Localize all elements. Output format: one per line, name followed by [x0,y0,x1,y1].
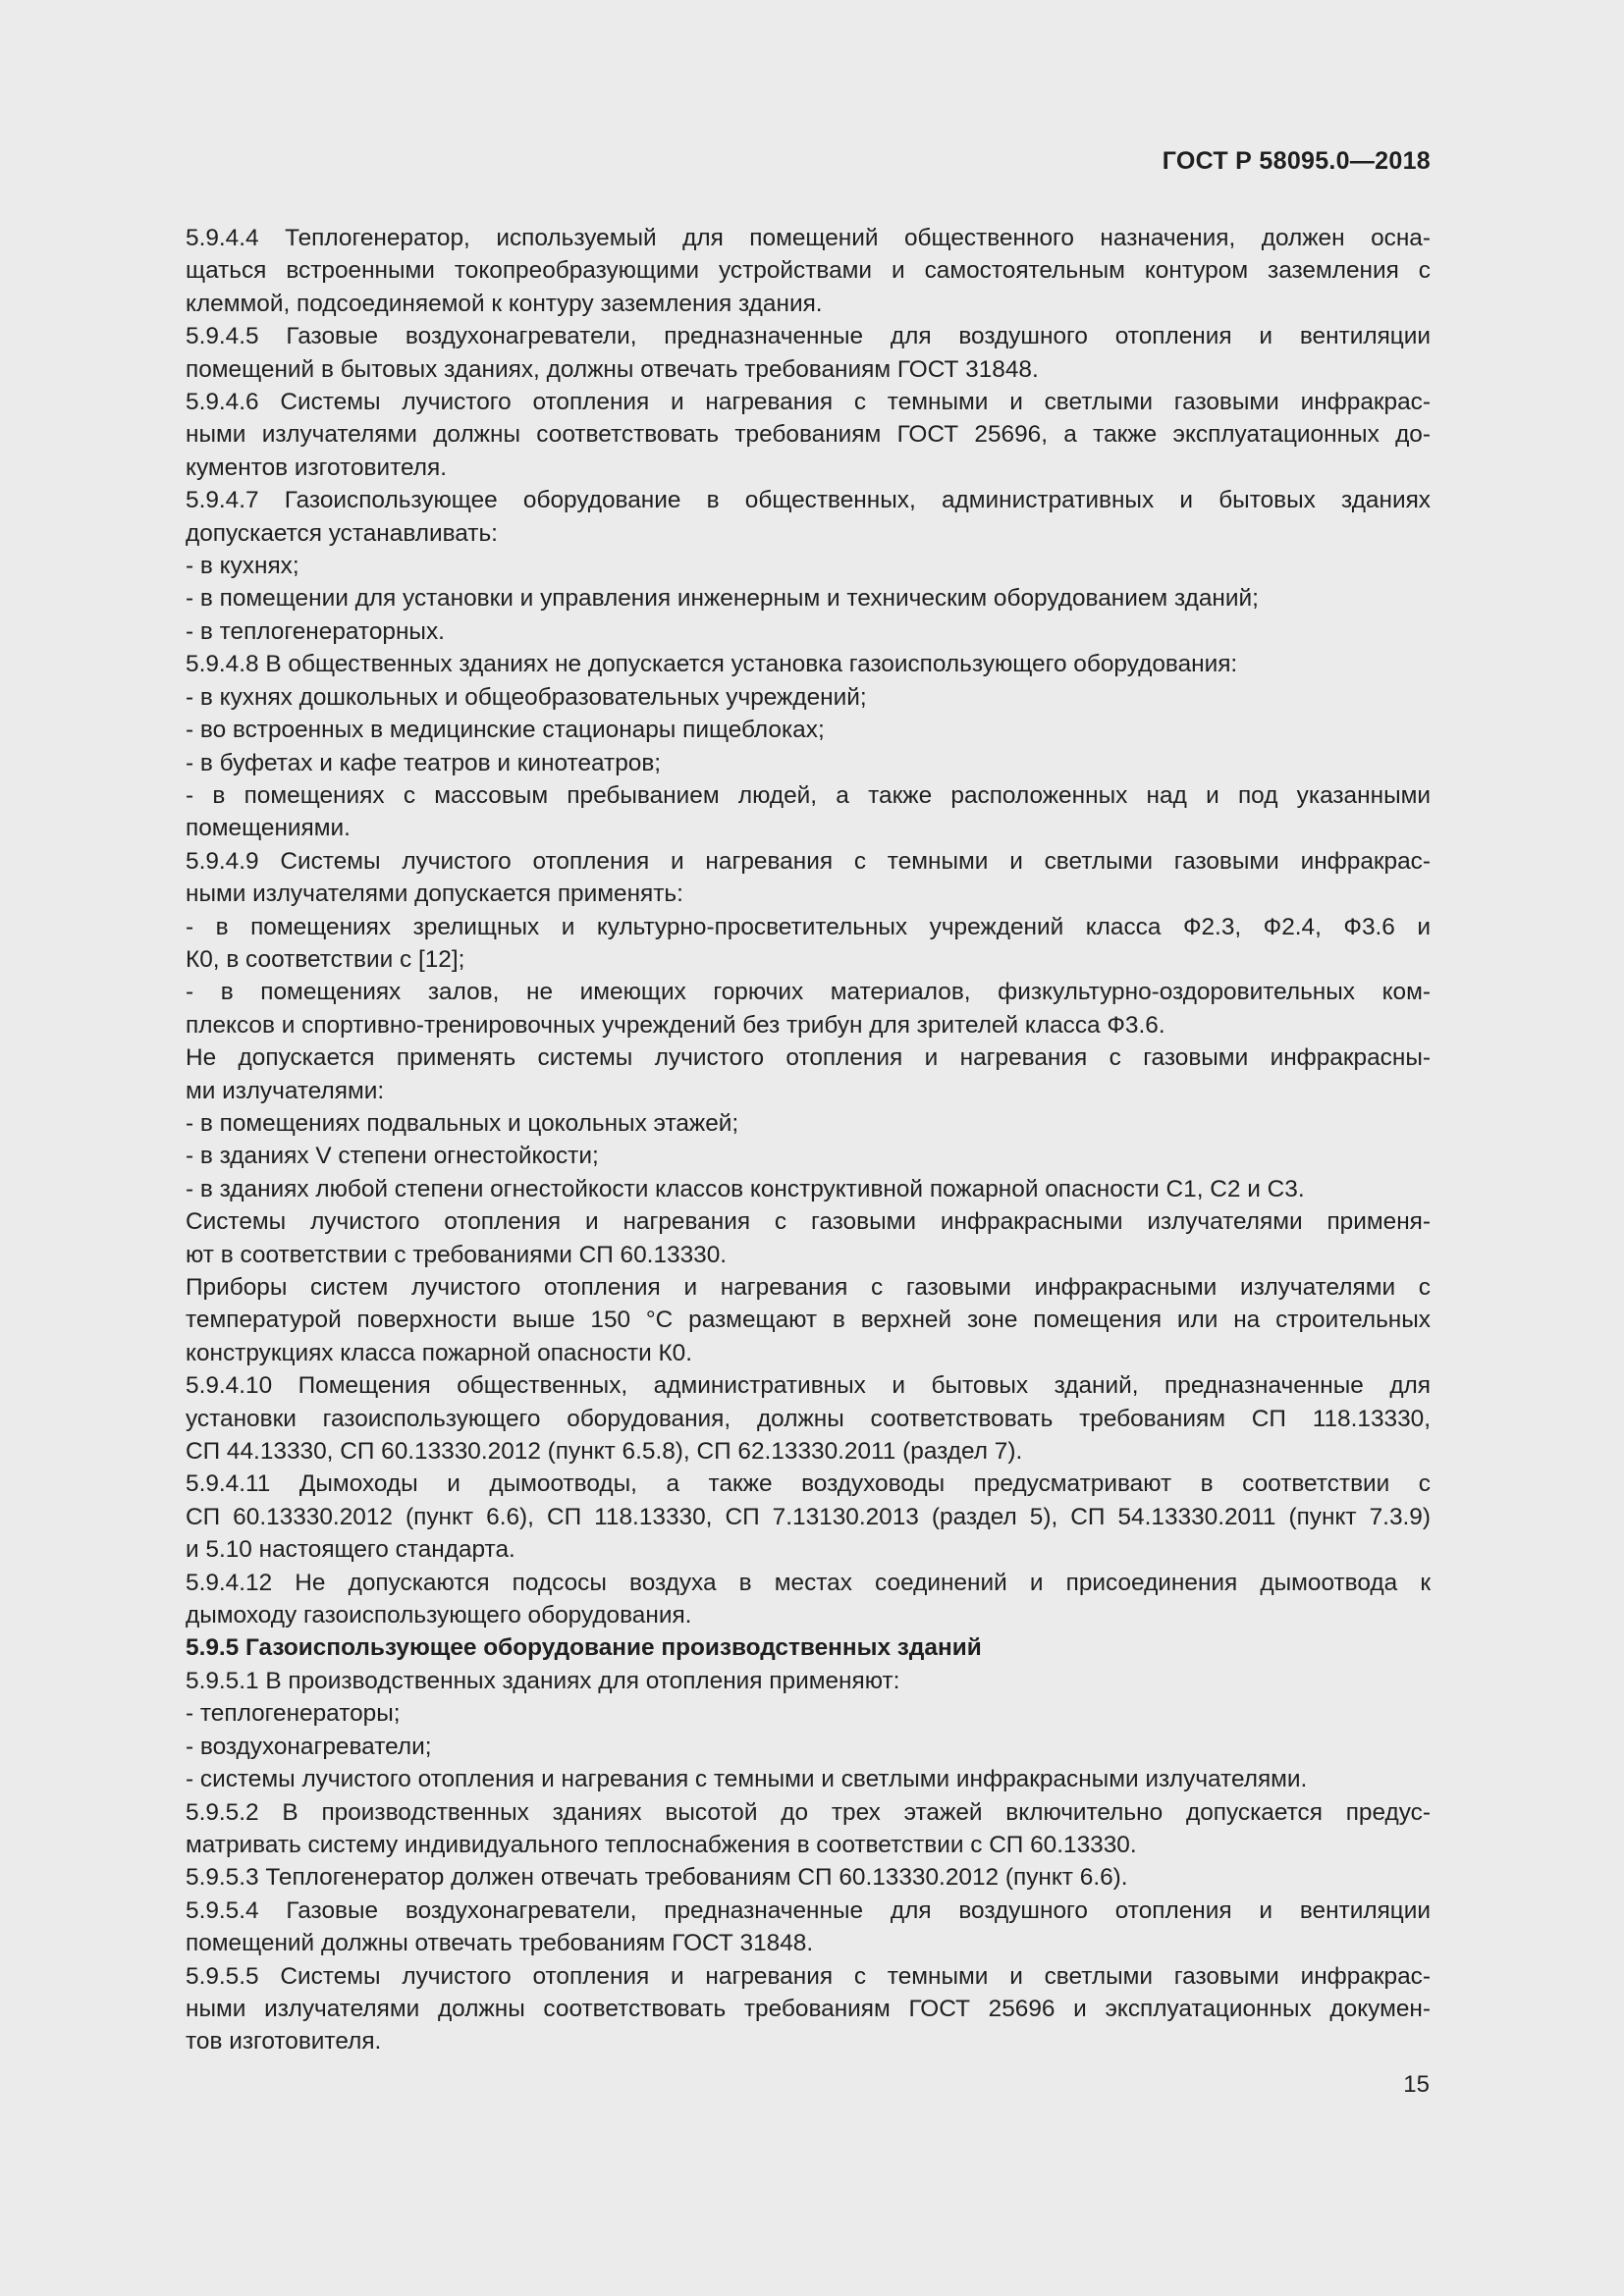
text-line: 5.9.4.10 Помещения общественных, административных и бытовых зданий, предназначенные для [186,1372,1431,1400]
text-line: 5.9.4.5 Газовые воздухонагреватели, предназначенные для воздушного отопления и вентиляции [186,323,1431,350]
paragraph [116,1861,1431,1894]
text-line: - системы лучистого отопления и нагревания с темными и светлыми инфракрасными излучателями. [186,1766,1308,1793]
paragraph [116,1731,1431,1763]
text-line: 5.9.4.9 Системы лучистого отопления и нагревания с темными и светлыми газовыми инфракрас- [186,847,1431,875]
text-line: - в теплогенераторных. [186,617,445,645]
text-line: допускается устанавливать: [186,519,498,547]
paragraph [116,1665,1431,1697]
text-line: ными излучателями должны соответствовать требованиям ГОСТ 25696, а также эксплуатационных до- [186,421,1431,449]
paragraph [116,714,1431,746]
text-line: 5.9.4.6 Системы лучистого отопления и нагревания с темными и светлыми газовыми инфракрас- [186,389,1431,416]
text-line: - в кухнях дошкольных и общеобразовательных учреждений; [186,683,867,711]
paragraph [116,222,1431,320]
text-line: помещений должны отвечать требованиям ГОСТ 31848. [186,1930,814,1957]
paragraph [116,648,1431,680]
text-line: Не допускается применять системы лучистого отопления и нагревания с газовыми инфракрасны- [186,1044,1431,1072]
text-line: - в помещении для установки и управления инженерным и техническим оборудованием зданий; [186,585,1259,613]
section-heading [116,1631,1431,1664]
text-line: Системы лучистого отопления и нагревания с газовыми инфракрасными излучателями применя- [186,1208,1431,1236]
paragraph [116,615,1431,648]
paragraph [116,1796,1431,1862]
text-line: ными излучателями допускается применять: [186,881,683,908]
text-line: конструкциях класса пожарной опасности К0. [186,1339,693,1366]
text-line: помещений в бытовых зданиях, должны отвечать требованиям ГОСТ 31848. [186,355,1039,383]
text-line: 5.9.5 Газоиспользующее оборудование производственных зданий [186,1634,982,1662]
page-number: 15 [1403,2071,1430,2098]
text-line: 5.9.5.2 В производственных зданиях высотой до трех этажей включительно допускается предус- [186,1798,1431,1826]
text-line: 5.9.4.7 Газоиспользующее оборудование в общественных, административных и бытовых зданиях [186,487,1431,514]
paragraph [116,1567,1431,1632]
paragraph [116,1468,1431,1566]
text-line: - воздухонагреватели; [186,1733,432,1760]
text-line: дымоходу газоиспользующего оборудования. [186,1602,692,1629]
paragraph [116,484,1431,550]
text-line: - в помещениях зрелищных и культурно-просветительных учреждений класса Ф2.3, Ф2.4, Ф3.6 и [186,913,1431,940]
paragraph [116,1107,1431,1140]
paragraph [116,386,1431,484]
text-line: и 5.10 настоящего стандарта. [186,1536,515,1564]
paragraph [116,1763,1431,1795]
text-line: 5.9.5.3 Теплогенератор должен отвечать требованиям СП 60.13330.2012 (пункт 6.6). [186,1864,1128,1892]
text-line: 5.9.5.4 Газовые воздухонагреватели, предназначенные для воздушного отопления и вентиляции [186,1896,1431,1924]
text-line: щаться встроенными токопреобразующими устройствами и самостоятельным контуром заземления с [186,257,1431,285]
paragraph [116,1205,1431,1271]
text-line: 5.9.4.8 В общественных зданиях не допускается установка газоиспользующего оборудования: [186,651,1238,678]
text-line: - в кухнях; [186,553,299,580]
text-line: помещениями. [186,815,351,842]
document-header: ГОСТ Р 58095.0—2018 [1162,147,1431,175]
document-body [116,222,1431,2058]
text-line: плексов и спортивно-тренировочных учреждений без трибун для зрителей класса Ф3.6. [186,1011,1165,1039]
text-line: - в буфетах и кафе театров и кинотеатров; [186,749,662,776]
paragraph [116,320,1431,386]
text-line: температурой поверхности выше 150 °С размещают в верхней зоне помещения или на строительных [186,1307,1431,1334]
text-line: матривать систему индивидуального теплоснабжения в соответствии с СП 60.13330. [186,1831,1137,1858]
text-line: - в помещениях подвальных и цокольных этажей; [186,1109,739,1137]
paragraph [116,1960,1431,2058]
paragraph [116,1369,1431,1468]
text-line: - в зданиях V степени огнестойкости; [186,1143,599,1170]
paragraph [116,845,1431,911]
paragraph [116,1895,1431,1960]
paragraph [116,1697,1431,1730]
paragraph [116,779,1431,845]
text-line: ми излучателями: [186,1077,385,1104]
text-line: - во встроенных в медицинские стационары пищеблоках; [186,717,825,744]
paragraph [116,582,1431,614]
paragraph [116,911,1431,977]
text-line: ными излучателями должны соответствовать требованиям ГОСТ 25696 и эксплуатационных докумен- [186,1995,1431,2022]
text-line: 5.9.5.5 Системы лучистого отопления и нагревания с темными и светлыми газовыми инфракрас- [186,1962,1431,1990]
paragraph [116,550,1431,582]
text-line: - в помещениях залов, не имеющих горючих материалов, физкультурно-оздоровительных ком- [186,979,1431,1006]
paragraph [116,1271,1431,1369]
paragraph [116,681,1431,714]
text-line: СП 60.13330.2012 (пункт 6.6), СП 118.13330, СП 7.13130.2013 (раздел 5), СП 54.13330.2011 (пункт 7.3.9) [186,1503,1431,1530]
text-line: 5.9.4.4 Теплогенератор, используемый для помещений общественного назначения, должен осна- [186,225,1431,251]
paragraph [116,1041,1431,1107]
text-line: тов изготовителя. [186,2028,382,2056]
text-line: СП 44.13330, СП 60.13330.2012 (пункт 6.5.8), СП 62.13330.2011 (раздел 7). [186,1438,1023,1466]
text-line: клеммой, подсоединяемой к контуру заземления здания. [186,290,823,317]
paragraph [116,1173,1431,1205]
text-line: ют в соответствии с требованиями СП 60.13330. [186,1241,728,1268]
paragraph [116,976,1431,1041]
text-line: 5.9.4.12 Не допускаются подсосы воздуха в местах соединений и присоединения дымоотвода к [186,1569,1431,1596]
text-line: К0, в соответствии с [12]; [186,945,465,973]
text-line: 5.9.5.1 В производственных зданиях для отопления применяют: [186,1667,900,1694]
text-line: установки газоиспользующего оборудования, должны соответствовать требованиям СП 118.13330, [186,1405,1431,1432]
text-line: 5.9.4.11 Дымоходы и дымоотводы, а также воздуховоды предусматривают в соответствии с [186,1470,1431,1498]
text-line: - в зданиях любой степени огнестойкости классов конструктивной пожарной опасности С1, С2 и С3. [186,1175,1305,1202]
text-line: кументов изготовителя. [186,454,447,481]
text-line: - теплогенераторы; [186,1700,401,1728]
text-line: Приборы систем лучистого отопления и нагревания с газовыми инфракрасными излучателями с [186,1274,1431,1301]
text-line: - в помещениях с массовым пребыванием людей, а также расположенных над и под указанными [186,781,1431,809]
paragraph [116,747,1431,779]
paragraph [116,1140,1431,1172]
